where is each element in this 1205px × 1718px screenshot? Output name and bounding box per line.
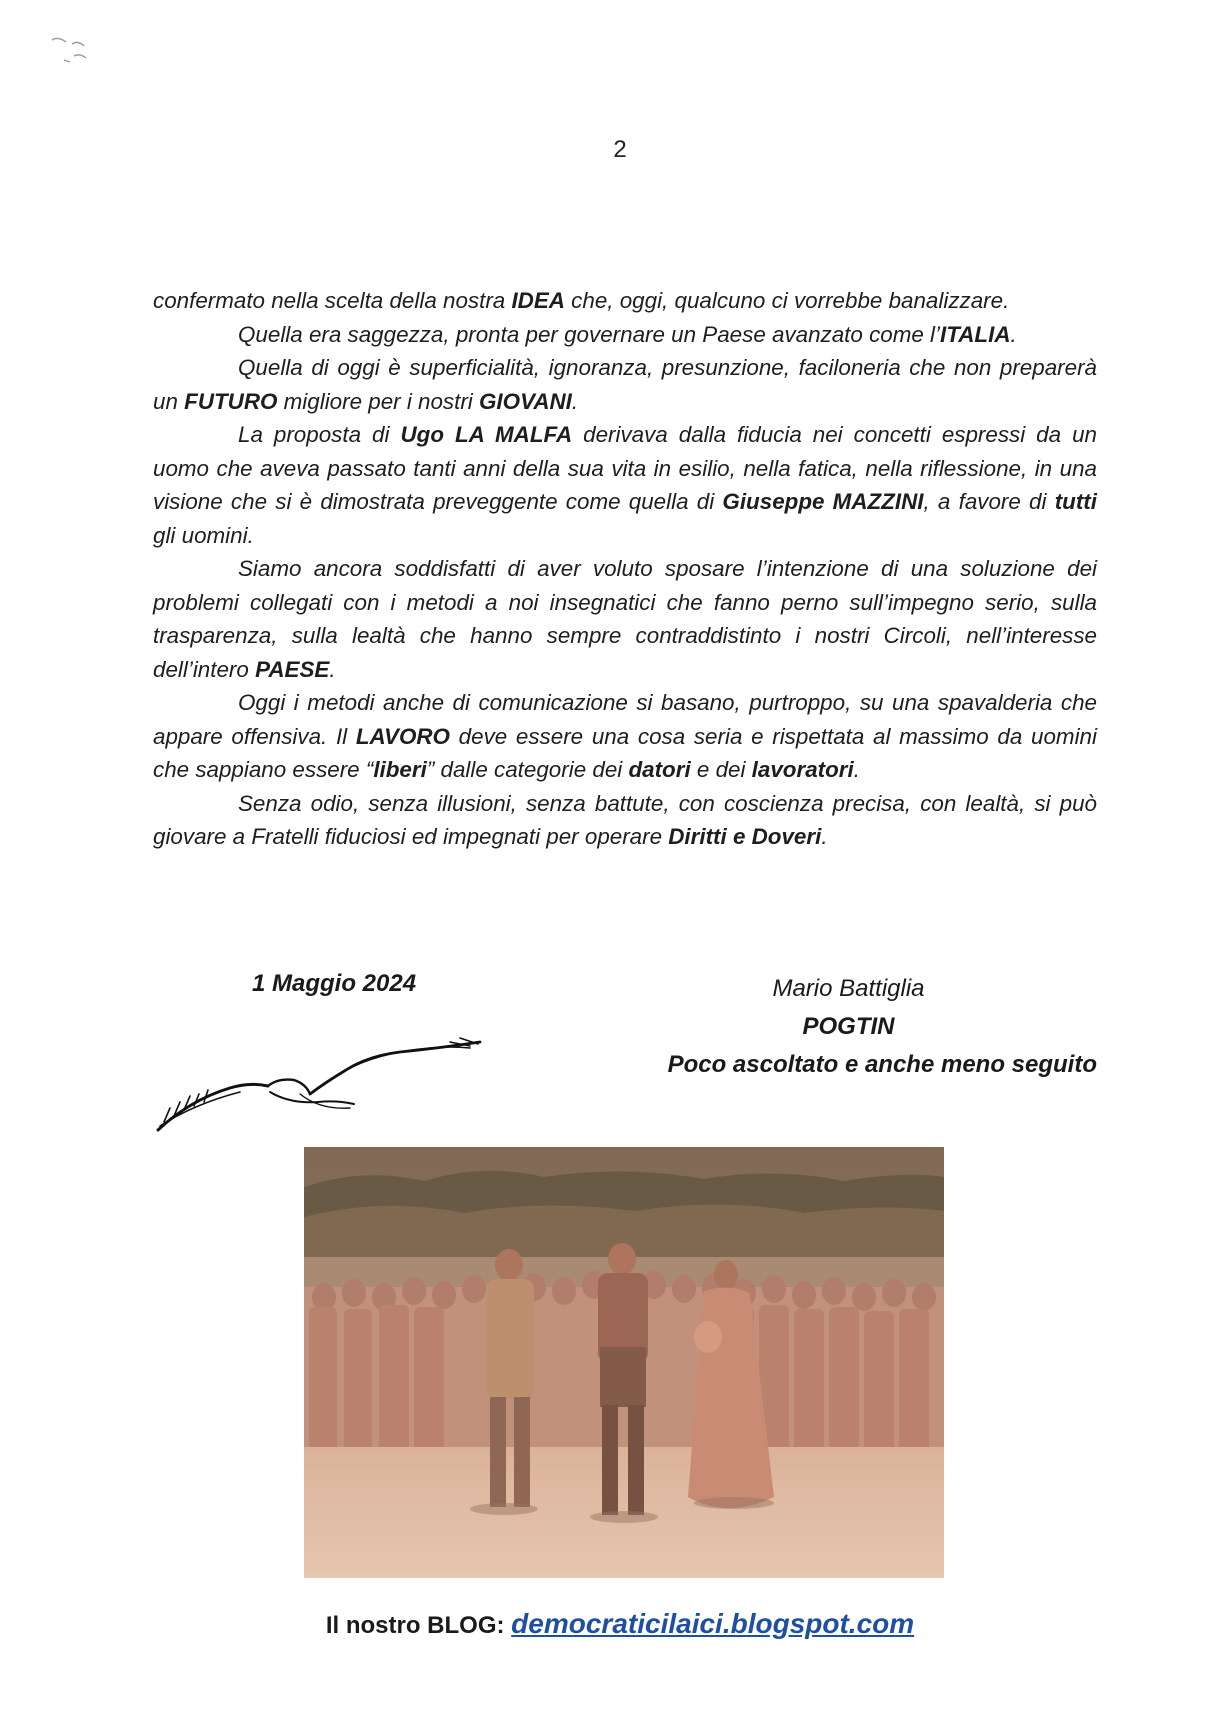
emphasized-text: Giuseppe MAZZINI [722, 489, 924, 514]
emphasized-text: FUTURO [184, 388, 278, 414]
emphasized-text: GIOVANI [479, 388, 572, 414]
paragraph-text: Senza odio, senza illusioni, senza battute, con coscienza precisa, con lealtà, si può giovare a Fratelli fiduciosi ed impegnati per operare [153, 790, 1097, 849]
emphasized-text: PAESE [255, 656, 330, 682]
paragraph-text: . [329, 656, 336, 682]
body-paragraph [153, 552, 1097, 686]
emphasized-text: datori [628, 757, 691, 782]
body-paragraph [153, 787, 1097, 854]
emphasized-text: ITALIA [940, 321, 1011, 347]
emphasized-text: Ugo LA MALFA [400, 422, 573, 447]
paragraph-text: Siamo ancora soddisfatti di aver voluto sposare l’intenzione di una soluzione dei problemi collegati con i metodi a noi insegnatici che fanno perno sull’impegno serio, sulla trasparenza, sulla lealtà che hanno sempre contraddistinto i nostri Circoli, nell’interesse dell’intero [153, 556, 1097, 682]
signature-motto: Poco ascoltato e anche meno seguito [667, 1051, 1097, 1078]
page-number: 2 [613, 136, 627, 163]
paragraph-text: . [853, 757, 860, 782]
emphasized-text: liberi [373, 757, 427, 782]
blog-link[interactable]: democraticilaici.blogspot.com [511, 1608, 915, 1639]
blog-label: Il nostro BLOG: [325, 1612, 505, 1639]
letter-date: 1 Maggio 2024 [252, 970, 417, 997]
paragraph-text: e dei [690, 757, 752, 782]
body-paragraph [153, 284, 1097, 318]
body-paragraph [153, 351, 1097, 418]
body-paragraph [153, 686, 1097, 787]
emphasized-text: lavoratori [751, 757, 854, 782]
emphasized-text: LAVORO [355, 723, 450, 749]
blog-footer [0, 1608, 1205, 1640]
paragraph-text: che, oggi, qualcuno ci vorrebbe banalizzare. [564, 288, 1010, 313]
painting-image [304, 1147, 944, 1578]
paragraph-text: . [1010, 321, 1017, 347]
paragraph-text: gli uomini. [153, 522, 254, 548]
paragraph-text: derivava dalla fiducia nei concetti espressi da un uomo che aveva passato tanti anni della sua vita in esilio, nella fatica, nella riflessione, in una visione che si è dimostrata preveggente come quella di [153, 422, 1097, 514]
paragraph-text: La proposta di [238, 422, 401, 447]
paragraph-text: Quella era saggezza, pronta per governare un Paese avanzato come l’ [238, 321, 941, 347]
paragraph-text: ” dalle categorie dei [426, 757, 629, 782]
emphasized-text: tutti [1054, 489, 1097, 514]
paragraph-text: confermato nella scelta della nostra [153, 288, 512, 313]
emphasized-text: Diritti e Doveri [668, 824, 822, 849]
paragraph-text: deve essere una cosa seria e rispettata al massimo da uomini che sappiano essere “ [153, 723, 1097, 782]
seagull-icon [150, 1030, 490, 1140]
paragraph-text: Oggi i metodi anche di comunicazione si basano, purtroppo, su una spavalderia che appare offensiva. Il [153, 690, 1097, 749]
emphasized-text: IDEA [511, 288, 565, 313]
crowd-painting-drawing [304, 1147, 944, 1578]
paragraph-text: . [571, 388, 579, 414]
signature-name: Mario Battiglia [772, 975, 925, 1002]
paragraph-text: , a favore di [923, 489, 1055, 514]
scan-speck-mark [44, 26, 124, 76]
signature-nickname: POGTIN [802, 1013, 895, 1040]
body-paragraph [153, 318, 1097, 352]
paragraph-text: Quella di oggi è superficialità, ignoranza, presunzione, faciloneria che non preparerà un [153, 355, 1097, 414]
signature-block [600, 970, 1097, 1084]
paragraph-text: migliore per i nostri [277, 388, 480, 414]
paragraph-text: . [821, 824, 828, 849]
letter-body [153, 284, 1097, 854]
body-paragraph [153, 418, 1097, 552]
